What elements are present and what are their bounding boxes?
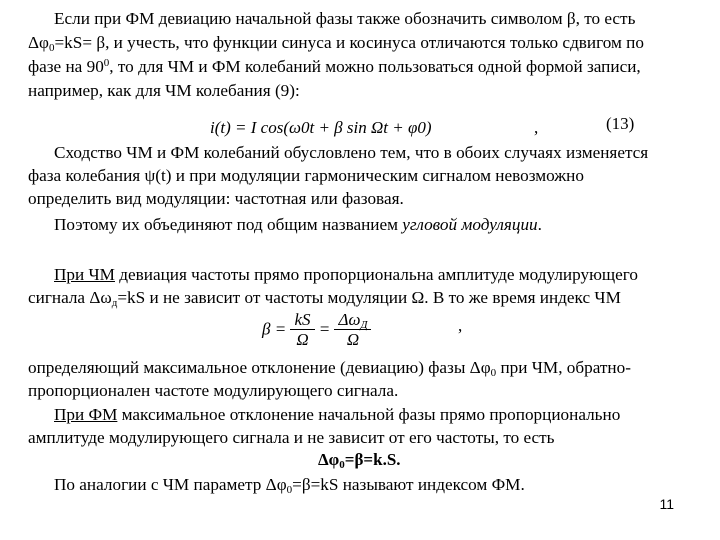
- text-line: По аналогии с ЧМ параметр $\Delta\varphi_0=\beta=kS$ называют индексом ФМ.: [54, 475, 525, 496]
- text-line: фаза колебания ψ(t) и при модуляции гармоническим сигналом невозможно: [28, 166, 584, 185]
- text-line: например, как для ЧМ колебания (9):: [28, 81, 300, 100]
- text-line: При ЧМ девиация частоты прямо пропорциональна амплитуде модулирующего: [54, 265, 638, 284]
- text-line: $\Delta\varphi_0=kS= \beta$, и учесть, что функции синуса и косинуса отличаются только сдвигом по: [28, 33, 644, 54]
- emphasis-term: угловой модуляции: [402, 215, 538, 234]
- text-line: Если при ФМ девиацию начальной фазы также обозначить символом β, то есть: [54, 9, 636, 28]
- page-number: 11: [659, 496, 674, 512]
- text-line: амплитуде модулирующего сигнала и не зависит от его частоты, то есть: [28, 428, 555, 447]
- equation-number: (13): [606, 114, 635, 133]
- equation-fm-index: $\Delta\varphi_0=\beta=k.S$.: [318, 450, 401, 471]
- text-line: Поэтому их объединяют под общим названием угловой модуляции.: [54, 215, 542, 234]
- text-line: определить вид модуляции: частотная или фазовая.: [28, 189, 404, 208]
- equation-comma: ,: [534, 118, 539, 137]
- pm-heading: При ФМ: [54, 405, 118, 424]
- text-line: фазе на $90^0$, то для ЧМ и ФМ колебаний можно пользоваться одной формой записи,: [28, 57, 641, 76]
- text-line: сигнала $\Delta\omega_д=kS$ и не зависит от частоты модуляции Ω. В то же время индекс ЧМ: [28, 288, 621, 309]
- equation-comma: ,: [458, 316, 463, 335]
- fm-heading: При ЧМ: [54, 265, 115, 284]
- equation-13: i(t) = I cos(ω0t + β sin Ωt + φ0): [210, 118, 432, 137]
- text-line: При ФМ максимальное отклонение начальной фазы прямо пропорционально: [54, 405, 621, 424]
- text-line: пропорционален частоте модулирующего сигнала.: [28, 381, 399, 400]
- text-line: определяющий максимальное отклонение (девиацию) фазы $\Delta\varphi_0$ при ЧМ, обратно-: [28, 358, 631, 379]
- text-line: Сходство ЧМ и ФМ колебаний обусловлено тем, что в обоих случаях изменяется: [54, 143, 649, 162]
- equation-beta: β = $\frac{kS}{\Omega}$ = $\frac{\Delta\omega_Д}{\Omega}$: [262, 310, 371, 349]
